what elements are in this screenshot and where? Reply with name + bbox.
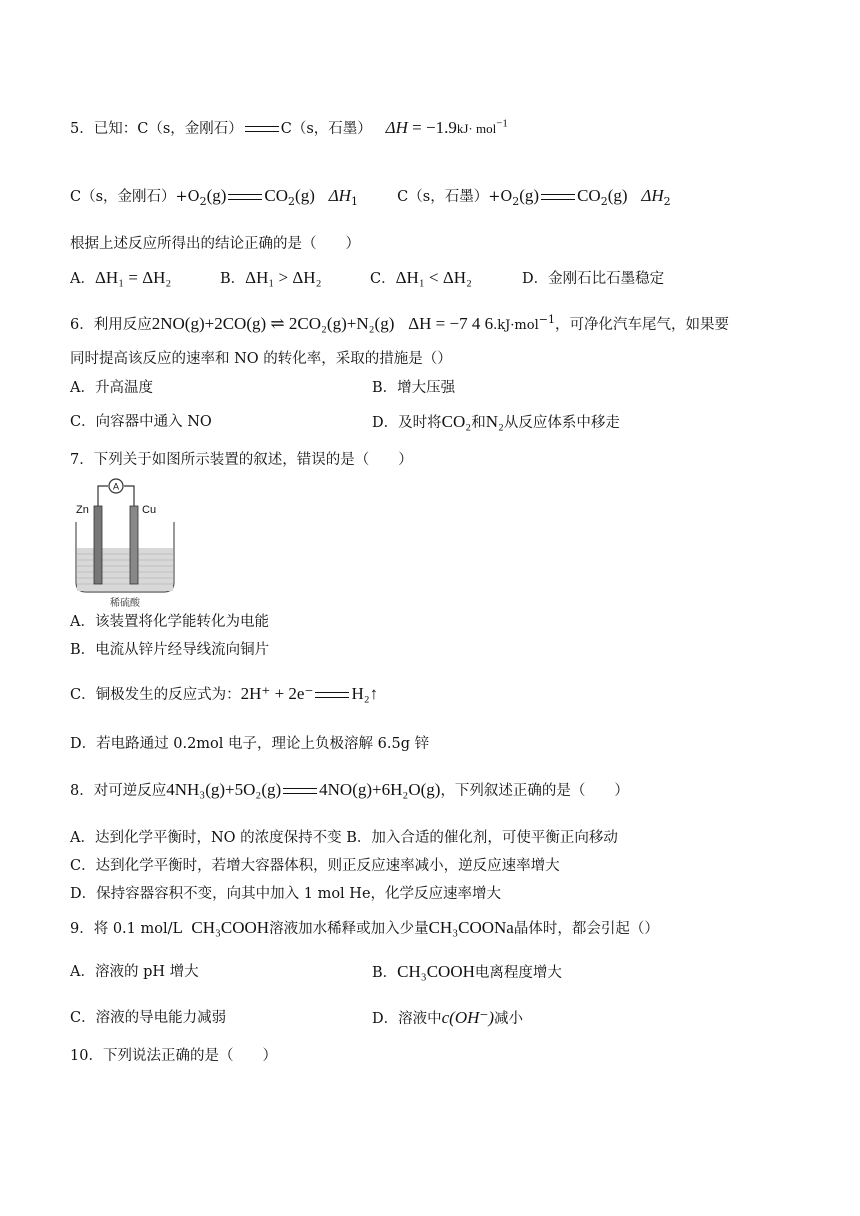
- q8-reaction-right: 4NO(g)+6H₂O(g): [319, 780, 441, 799]
- q9-option-d: [372, 1008, 523, 1029]
- equilibrium-equal-sign: [245, 126, 279, 132]
- q5-eq2-dh-sub: 2: [663, 194, 671, 208]
- q8-equal-sign: [283, 788, 317, 794]
- q5-option-d-label: D．: [522, 271, 549, 287]
- q5-eq1-left: C（s，金刚石）+O: [70, 189, 200, 205]
- q5-eq2-dh: ΔH: [641, 186, 664, 205]
- q5-eq2-right: CO: [577, 186, 601, 205]
- q7-option-c: [70, 684, 378, 705]
- q5-eq1-dh: ΔH: [328, 186, 351, 205]
- q6-dh: ΔH = −7 4 6: [408, 314, 494, 333]
- q5-eq1-left-tail: (g): [206, 186, 227, 205]
- q9-stem-suffix: 晶体时，都会引起（）: [513, 921, 659, 937]
- q5-option-d: [522, 269, 664, 289]
- q7-option-d: D．若电路通过 0.2mol 电子，理论上负极溶解 6.5g 锌: [70, 736, 430, 752]
- q6-option-d-co2: CO₂: [441, 412, 472, 431]
- q7-option-c-prefix: C．铜极发生的反应式为：: [70, 687, 241, 703]
- galvanic-cell-diagram: [70, 478, 180, 610]
- q6-reaction: 2NO(g)+2CO(g) ⇌ 2CO₂(g)+N₂(g): [151, 314, 395, 333]
- q5-equations-line: C（s，金刚石）$+O_2(g)$ $CO_2(g)$ $\Delta H_1$ C（s，石墨）$+O_2(g)$ $CO_2(g)$ $\Delta H_2$: [70, 186, 671, 208]
- q5-option-c-text: ΔH₁ < ΔH₂: [395, 268, 472, 287]
- q5-option-c: [370, 268, 522, 289]
- cu-electrode: [130, 506, 138, 584]
- q5-dh-unit-exp: −1: [496, 117, 508, 130]
- q8-option-c: C．达到化学平衡时，若增大容器体积，则正反应速率减小，逆反应速率增大: [70, 858, 560, 874]
- q5-options: [70, 268, 664, 289]
- eq1-equal-sign: [228, 194, 262, 200]
- q5-option-b-text: ΔH₁ > ΔH₂: [245, 268, 322, 287]
- q8-reaction-left: 4NH₃(g)+5O₂(g): [166, 780, 282, 799]
- q6-stem-prefix: 6．利用反应: [70, 317, 152, 333]
- q5-option-b-label: B．: [220, 271, 246, 287]
- q8-stem-prefix: 8．对可逆反应: [70, 783, 167, 799]
- q5-eq2-left: C（s，石墨）+O: [397, 189, 513, 205]
- q6-option-d: [372, 412, 620, 433]
- q5-option-c-label: C．: [370, 271, 396, 287]
- q7-option-a: A．该装置将化学能转化为电能: [70, 614, 269, 630]
- ammeter-label: A: [112, 481, 120, 492]
- zn-electrode: [94, 506, 102, 584]
- q9-option-b-suffix: 电离程度增大: [474, 965, 562, 981]
- q9-option-b-formula: CH₃COOH: [397, 962, 475, 981]
- cu-electrode-label: Cu: [142, 504, 157, 516]
- solution-label: 稀硫酸: [110, 598, 140, 609]
- q5-option-b: [220, 268, 370, 289]
- q5-dh-value: = −1.9: [407, 118, 457, 137]
- q6-stem-suffix: ，可净化汽车尾气，如果要: [554, 317, 729, 333]
- eq2-equal-sign: [541, 194, 575, 200]
- q9-ch3coona: CH₃COONa: [428, 918, 514, 937]
- q9-option-d-formula: c(OH⁻): [441, 1008, 495, 1027]
- q6-stem-line: [70, 314, 729, 336]
- q5-eq1-right: CO: [264, 186, 289, 205]
- q9-option-c: C．溶液的导电能力减弱: [70, 1010, 227, 1026]
- q9-option-b: [372, 962, 562, 983]
- q9-option-b-prefix: B．: [372, 965, 398, 981]
- q8-stem-suffix: ，下列叙述正确的是（ ）: [440, 783, 629, 799]
- q8-option-ab: A．达到化学平衡时，NO 的浓度保持不变 B．加入合适的催化剂，可使平衡正向移动: [70, 830, 618, 846]
- q8-stem-line: [70, 780, 629, 801]
- q6-option-a: A．升高温度: [70, 380, 153, 396]
- q6-dh-unit: .kJ·mol: [493, 318, 539, 333]
- q9-ch3cooh: CH₃COOH: [191, 918, 270, 937]
- q8-option-d: D．保持容器容积不变，向其中加入 1 mol He，化学反应速率增大: [70, 886, 502, 902]
- solution-fill: [77, 548, 173, 591]
- q10-stem: 10．下列说法正确的是（ ）: [70, 1048, 277, 1064]
- q5-option-a: [70, 268, 220, 289]
- galvanic-cell-figure: [70, 478, 180, 610]
- q6-option-d-mid: 和: [471, 415, 486, 431]
- q9-option-a: A．溶液的 pH 增大: [70, 964, 199, 980]
- q5-option-d-text: 金刚石比石墨稳定: [548, 271, 665, 287]
- q6-option-c: C．向容器中通入 NO: [70, 414, 212, 430]
- q5-eq1-dh-sub: 1: [350, 194, 358, 208]
- q5-question: 根据上述反应所得出的结论正确的是（ ）: [70, 236, 360, 252]
- q6-option-d-suffix: 从反应体系中移走: [503, 415, 620, 431]
- q6-option-b: B．增大压强: [372, 380, 456, 396]
- q9-stem-mid: 溶液加水稀释或加入少量: [269, 921, 429, 937]
- q6-stem-line2: 同时提高该反应的速率和 NO 的转化率，采取的措施是（）: [70, 351, 452, 367]
- q5-option-a-label: A．: [70, 271, 95, 287]
- q5-stem-prefix: 5．已知：C（s，金刚石）: [70, 121, 243, 137]
- q7-option-c-right: H₂↑: [351, 684, 379, 703]
- q7-equal-sign: [315, 692, 349, 698]
- q9-stem-line: [70, 918, 659, 939]
- q7-option-c-left: 2H⁺ + 2e⁻: [240, 684, 314, 703]
- q9-option-d-suffix: 减小: [494, 1011, 524, 1027]
- q5-stem-line: [70, 118, 508, 139]
- q5-dh-unit: kJ· mol: [456, 121, 497, 136]
- q5-stem-product: C（s，石墨）: [280, 121, 372, 137]
- q9-option-d-prefix: D．溶液中: [372, 1011, 442, 1027]
- q5-dh-label: ΔH: [385, 118, 408, 137]
- q5-option-a-text: ΔH₁ = ΔH₂: [94, 268, 172, 287]
- q5-eq1-right-tail: (g): [295, 186, 315, 205]
- q5-eq2-left-tail: (g): [519, 186, 540, 205]
- q7-option-b: B．电流从锌片经导线流向铜片: [70, 642, 270, 658]
- q6-dh-unit-exp: −1: [538, 313, 555, 327]
- q6-option-d-n2: N₂: [485, 412, 504, 431]
- zn-electrode-label: Zn: [76, 504, 89, 516]
- q5-eq2-right-tail: (g): [607, 186, 628, 205]
- q9-stem-prefix: 9．将 0.1 mol/L: [70, 921, 183, 937]
- q5-delta-h: [386, 118, 508, 137]
- q7-stem: 7．下列关于如图所示装置的叙述，错误的是（ ）: [70, 452, 413, 468]
- q6-option-d-prefix: D．及时将: [372, 415, 442, 431]
